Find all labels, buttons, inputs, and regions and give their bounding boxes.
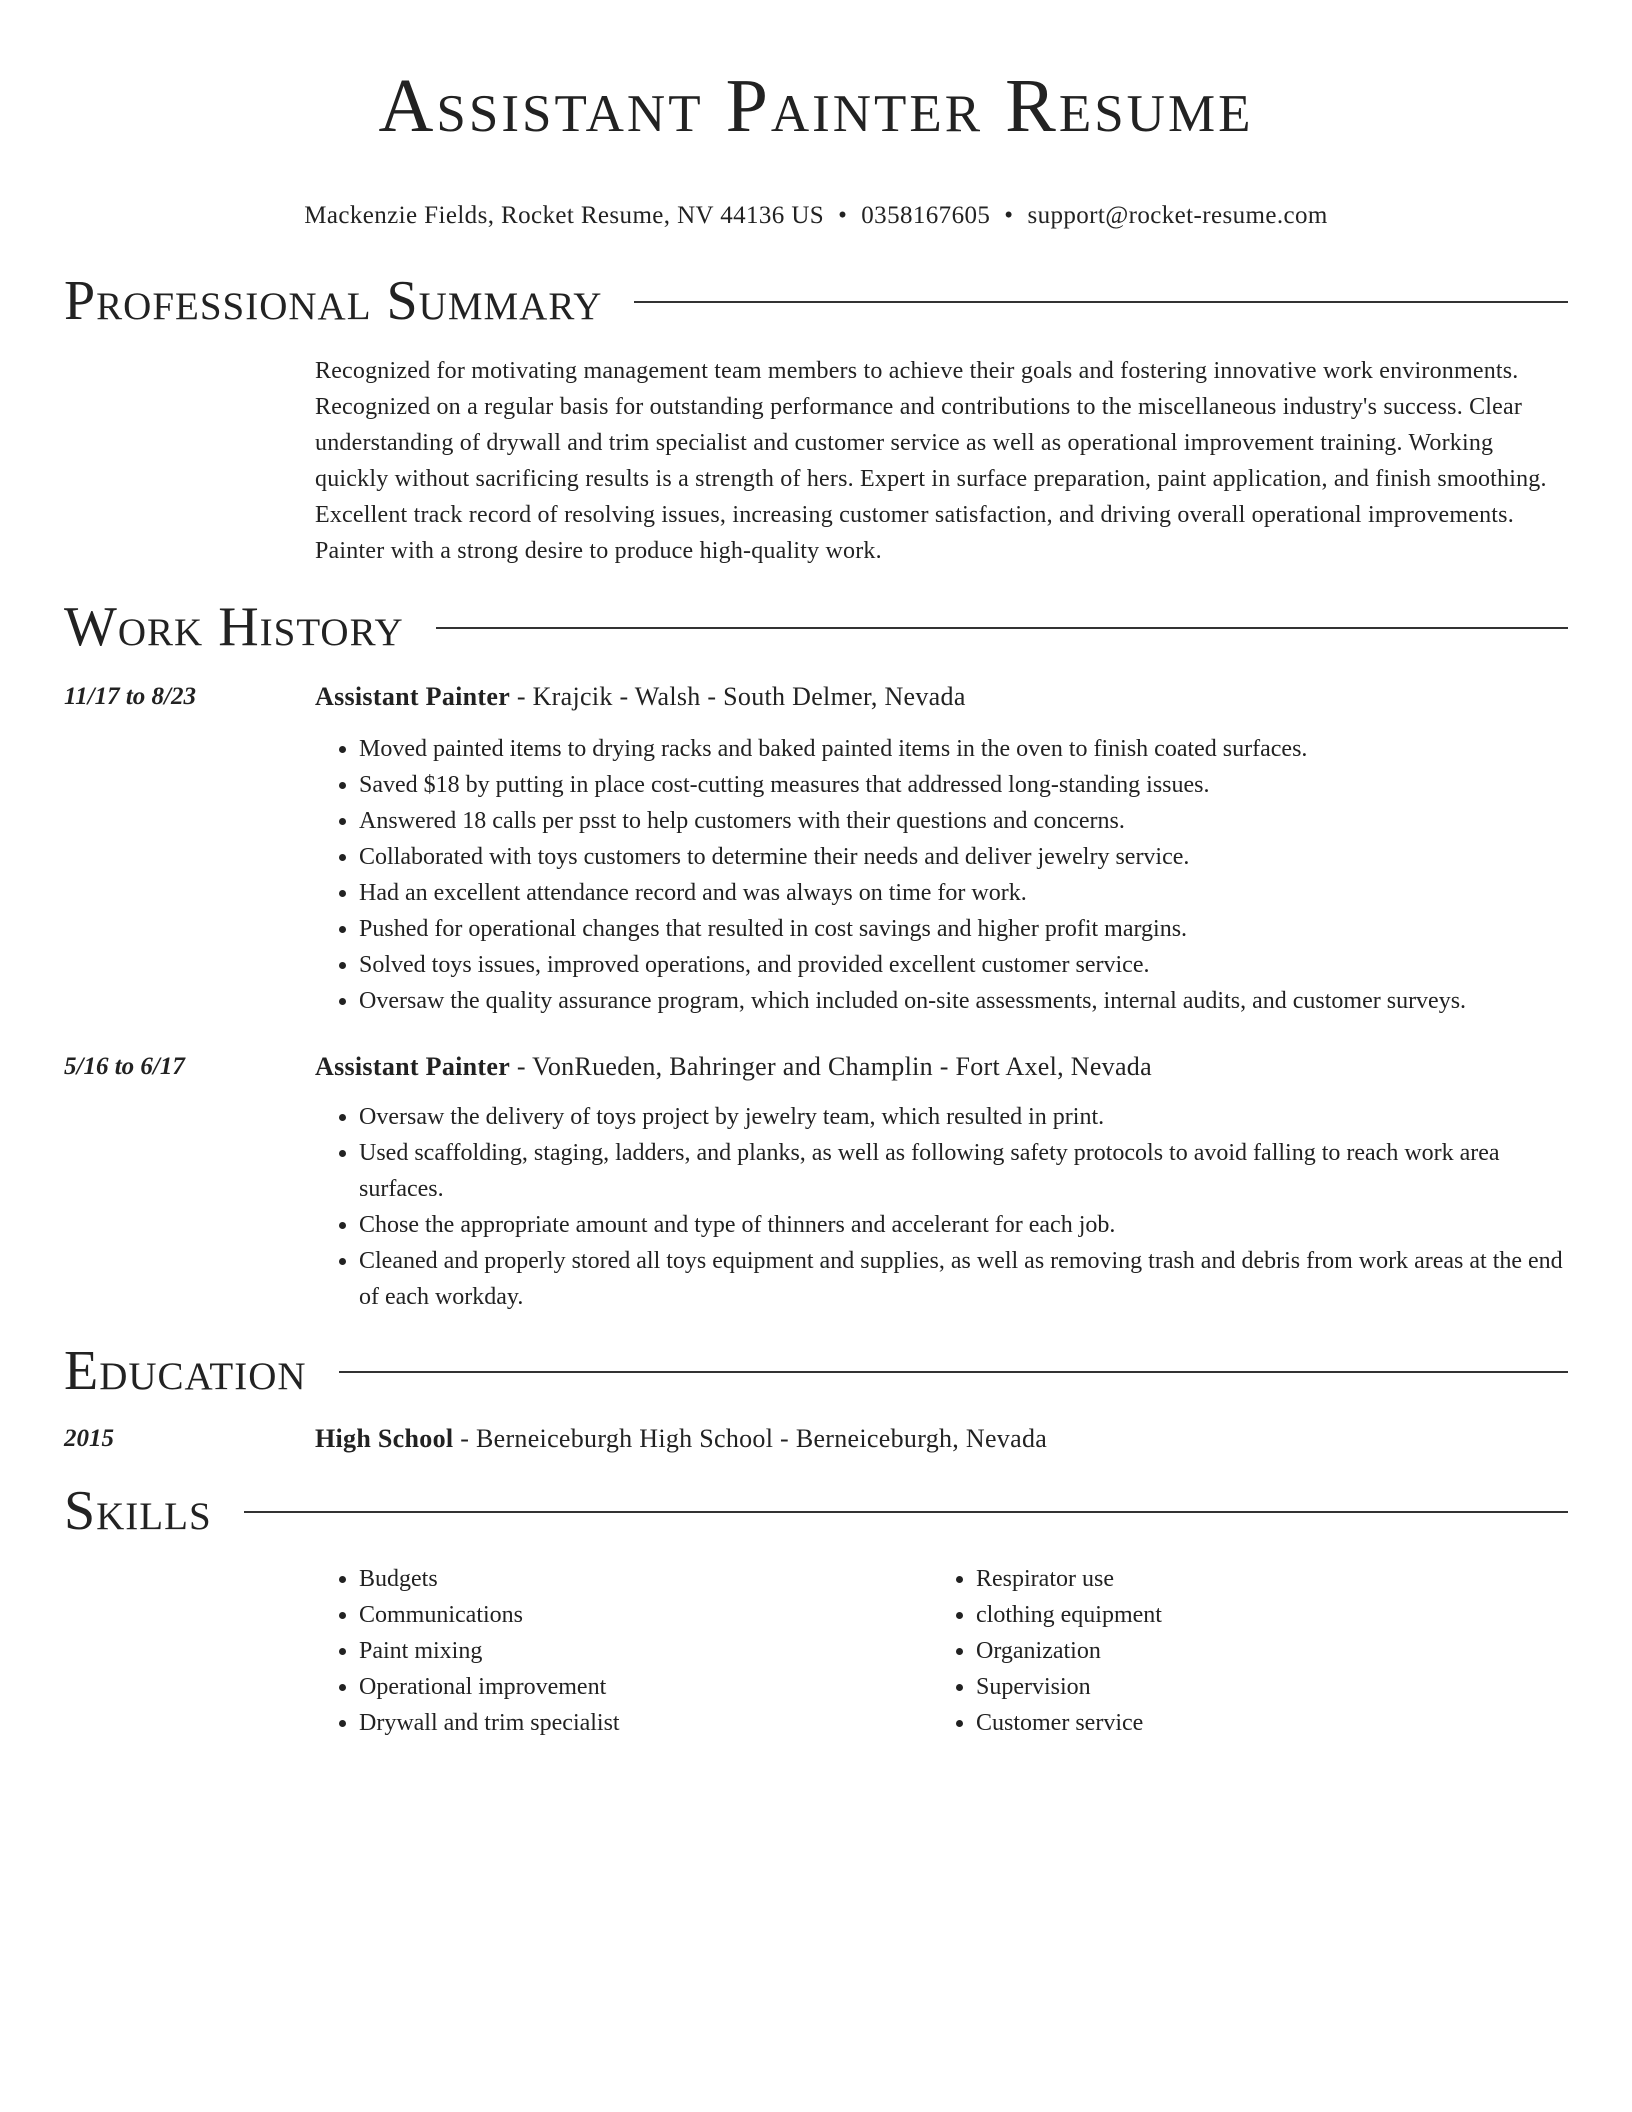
skill-item: • Paint mixing: [359, 1633, 932, 1669]
education-year: 2015: [64, 1424, 114, 1452]
skills-section-header: [64, 1479, 1568, 1543]
skill-item: • clothing equipment: [976, 1597, 1549, 1633]
summary-heading: Professional Summary: [64, 269, 603, 332]
education-body: [315, 1421, 1568, 1457]
contact-email: support@rocket-resume.com: [1027, 201, 1328, 229]
skill-item: • Customer service: [976, 1705, 1549, 1741]
section-divider: [244, 1511, 1568, 1513]
job-bullets: [315, 1099, 1568, 1315]
skill-item: • Supervision: [976, 1669, 1549, 1705]
education-section-header: [64, 1339, 1568, 1403]
summary-text: Recognized for motivating management team members to achieve their goals and fostering innovative work environments. Recognized on a regular basis for outstanding performance and contributions to the miscellaneous industry's success. Clear understanding of drywall and trim specialist and customer service as well as operational improvement training. Working quickly without sacrificing results is a strength of hers. Expert in surface preparation, paint application, and finish smoothing. Excellent track record of resolving issues, increasing customer satisfaction, and driving overall operational improvements. Painter with a strong desire to produce high-quality work.: [315, 357, 1547, 564]
job-bullet: • Saved $18 by putting in place cost-cutting measures that addressed long-standing issues.: [359, 767, 1568, 803]
job-bullet: • Cleaned and properly stored all toys equipment and supplies, as well as removing trash and debris from work areas at the end of each workday.: [359, 1243, 1568, 1315]
skill-item: • Budgets: [359, 1561, 932, 1597]
education-heading: Education: [64, 1339, 307, 1402]
job-body: [315, 1049, 1568, 1315]
job-entry: [64, 1049, 1568, 1315]
skill-item: • Respirator use: [976, 1561, 1549, 1597]
contact-line: [64, 199, 1568, 233]
contact-phone: 0358167605: [861, 201, 991, 229]
job-employer: - VonRueden, Bahringer and Champlin - Fort Axel, Nevada: [510, 1051, 1152, 1081]
skills-list-left: [315, 1561, 932, 1741]
skill-item: • Drywall and trim specialist: [359, 1705, 932, 1741]
skill-item: • Communications: [359, 1597, 932, 1633]
contact-separator: •: [838, 201, 848, 229]
section-divider: [339, 1371, 1568, 1373]
skill-item: • Organization: [976, 1633, 1549, 1669]
skills-list-right: [932, 1561, 1549, 1741]
job-heading: [315, 679, 1568, 715]
job-bullet: • Moved painted items to drying racks and baked painted items in the oven to finish coated surfaces.: [359, 731, 1568, 767]
education-degree: High School: [315, 1423, 454, 1453]
contact-separator: •: [1004, 201, 1014, 229]
resume-page: [64, 0, 1568, 1741]
job-dates: 11/17 to 8/23: [64, 682, 196, 710]
job-bullet: • Had an excellent attendance record and was always on time for work.: [359, 875, 1568, 911]
resume-title: Assistant Painter Resume: [378, 64, 1254, 148]
job-entry: [64, 679, 1568, 1019]
job-bullet: • Oversaw the delivery of toys project by jewelry team, which resulted in print.: [359, 1099, 1568, 1135]
job-employer: - Krajcik - Walsh - South Delmer, Nevada: [510, 681, 966, 711]
job-bullet: • Used scaffolding, staging, ladders, and planks, as well as following safety protocols to avoid falling to reach work area surfaces.: [359, 1135, 1568, 1207]
education-school: - Berneiceburgh High School - Berneiceburgh, Nevada: [453, 1423, 1048, 1453]
education-entry: [64, 1421, 1568, 1457]
education-heading-line: [315, 1421, 1568, 1457]
job-bullets: [315, 731, 1568, 1019]
job-bullet: • Chose the appropriate amount and type of thinners and accelerant for each job.: [359, 1207, 1568, 1243]
contact-address: Mackenzie Fields, Rocket Resume, NV 44136 US: [304, 201, 825, 229]
section-divider: [634, 301, 1568, 303]
job-bullet: • Pushed for operational changes that resulted in cost savings and higher profit margins.: [359, 911, 1568, 947]
job-bullet: • Solved toys issues, improved operations, and provided excellent customer service.: [359, 947, 1568, 983]
job-dates: 5/16 to 6/17: [64, 1052, 185, 1080]
job-body: [315, 679, 1568, 1019]
work-heading: Work History: [64, 595, 404, 658]
job-title: Assistant Painter: [315, 1051, 511, 1081]
skills-heading: Skills: [64, 1479, 212, 1542]
job-title: Assistant Painter: [315, 681, 511, 711]
job-heading: [315, 1049, 1568, 1085]
skills-columns: [315, 1561, 1568, 1741]
summary-section-header: [64, 269, 1568, 333]
job-bullet: • Answered 18 calls per psst to help customers with their questions and concerns.: [359, 803, 1568, 839]
section-divider: [436, 627, 1568, 629]
job-bullet: • Oversaw the quality assurance program, which included on-site assessments, internal audits, and customer surveys.: [359, 983, 1568, 1019]
work-section-header: [64, 595, 1568, 659]
job-bullet: • Collaborated with toys customers to determine their needs and deliver jewelry service.: [359, 839, 1568, 875]
skill-item: • Operational improvement: [359, 1669, 932, 1705]
